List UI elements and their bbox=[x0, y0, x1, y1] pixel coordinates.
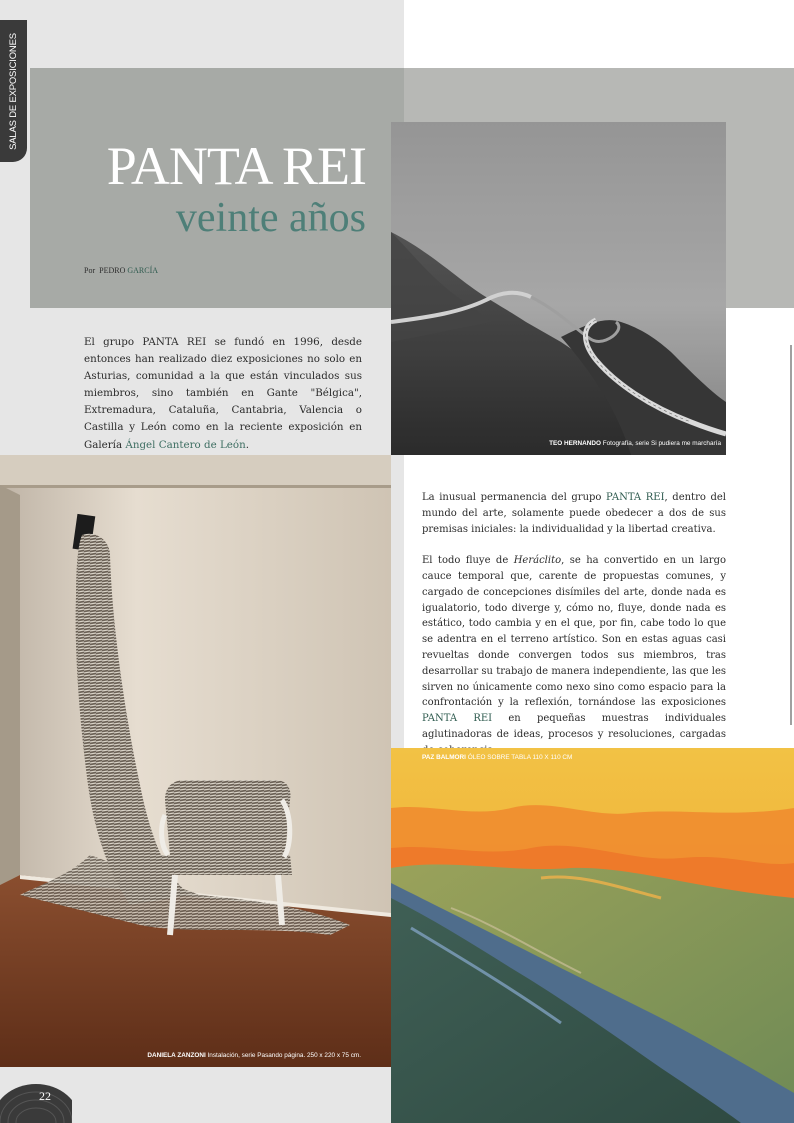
painting-caption bbox=[422, 754, 572, 761]
body-p2-a: El todo fluye de bbox=[422, 555, 514, 567]
body-paragraph-2 bbox=[422, 553, 726, 758]
section-tab-label-wrap bbox=[0, 20, 27, 162]
page-number: 22 bbox=[39, 1089, 51, 1103]
intro-text: El grupo PANTA REI se fundó en 1996, desde entonces han realizado diez exposiciones no solo en Asturias, comunidad a la que están vinculados sus miembros, sino también en Gante "Bélgica", Extremadura, Cataluña, Cantabria, Valencia o Castilla y León como en la reciente exposición en Galería bbox=[84, 336, 362, 451]
painting-caption-artist: PAZ BALMORI bbox=[422, 754, 466, 761]
road-fog-image bbox=[391, 122, 726, 455]
installation-caption-artist: DANIELA ZANZONI bbox=[147, 1052, 206, 1059]
gallery-name: Ángel Cantero de León bbox=[125, 438, 246, 451]
byline-prefix: Por bbox=[84, 266, 96, 275]
article-title: PANTA REI bbox=[106, 136, 366, 196]
byline-author-last: GARCÍA bbox=[127, 266, 159, 275]
installation-image bbox=[0, 455, 391, 1067]
installation-photo bbox=[0, 455, 391, 1067]
page-badge-graphic bbox=[0, 1082, 72, 1123]
road-caption-text: Fotografía, serie Si pudiera me marcharía bbox=[602, 440, 721, 447]
body-p2-e: en pequeñas muestras individuales aglutinadoras de ideas, procesos y resoluciones, cargadas bbox=[422, 713, 726, 740]
intro-end: . bbox=[245, 438, 249, 451]
page-number-badge bbox=[0, 1082, 72, 1123]
installation-caption bbox=[0, 1052, 361, 1059]
body-paragraph-1 bbox=[422, 490, 726, 537]
road-photo-caption bbox=[391, 440, 721, 447]
painting-image bbox=[391, 748, 794, 1123]
body-p2-group-name: PANTA REI bbox=[422, 713, 493, 725]
road-fog-photo bbox=[391, 122, 726, 455]
margin-rule bbox=[790, 345, 792, 725]
section-label: SALAS DE EXPOSICIONES bbox=[8, 32, 20, 150]
body-text bbox=[422, 490, 726, 774]
intro-paragraph bbox=[84, 334, 362, 454]
installation-caption-text: Instalación, serie Pasando página. 250 x 220 x 75 cm. bbox=[207, 1052, 361, 1059]
painting-caption-text: ÓLEO SOBRE TABLA 110 X 110 CM bbox=[467, 754, 573, 761]
byline-author-first: PEDRO bbox=[99, 266, 126, 275]
article-subtitle: veinte años bbox=[175, 195, 366, 241]
road-caption-artist: TEO HERNANDO bbox=[549, 440, 601, 447]
body-p1-a: La inusual permanencia del grupo bbox=[422, 492, 607, 503]
byline bbox=[84, 266, 158, 275]
body-p1-group-name: PANTA REI bbox=[606, 492, 665, 503]
body-p1-c: , dentro del mundo del arte, solamente puede obedecer a dos de sus premisas iniciales: la individualidad y la libertad creativa. bbox=[422, 492, 726, 535]
body-p2-heraclito: Heráclito bbox=[513, 555, 562, 567]
body-p2-c: , se ha convertido en un largo cauce temporal que, carente de propuestas comunes, y cargado de concepciones disímiles del arte, donde nada es igualatorio, todo diverge y, cómo no, fluye, donde nada es estático, todo cambia y en el que, por fin, cabe todo lo que se adentra en el terreno artístico. Son en estas aguas casi revueltas donde convergen todos sus miembros, tras desarrollar su trabajo de manera independiente, las que les sirven no únicamente como nexo sino como espacio para la confrontación y la reflexión, tornándose las exposiciones bbox=[422, 555, 727, 709]
painting-photo bbox=[391, 748, 794, 1123]
